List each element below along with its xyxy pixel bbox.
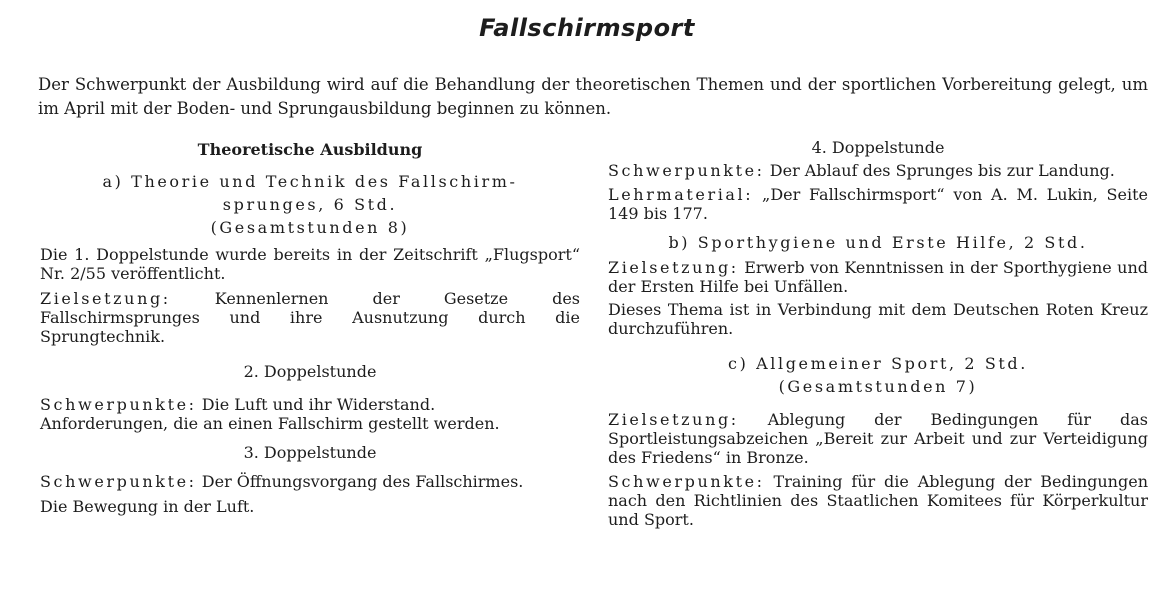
zielsetzung-label: Zielsetzung:	[40, 289, 171, 308]
zielsetzung-label: Zielsetzung:	[608, 258, 739, 277]
paragraph-drk: Dieses Thema ist in Verbindung mit dem Deutschen Roten Kreuz durchzuführen.	[608, 300, 1148, 338]
paragraph-session-2	[40, 395, 580, 433]
topic-a-line2: sprunges, 6 Std.	[222, 195, 398, 214]
paragraph-lehrmaterial	[608, 185, 1148, 223]
schwerpunkte-label: Schwerpunkte:	[40, 472, 197, 491]
schwerpunkte-text: Die Luft und ihr Widerstand.	[196, 395, 436, 414]
topic-b-heading: b) Sporthygiene und Erste Hilfe, 2 Std.	[668, 233, 1088, 252]
heading-session-4: 4. Doppelstunde	[811, 138, 945, 157]
paragraph-first-session: Die 1. Doppelstunde wurde bereits in der Zeitschrift „Flugsport“ Nr. 2/55 veröffentlicht.	[40, 245, 580, 283]
schwerpunkte-text: Training für die Ablegung der Bedingungen nach den Richtlinien des Staatlichen Komitees für Körperkultur und Sport.	[608, 472, 1148, 529]
topic-a-line1: a) Theorie und Technik des Fallschirm-	[102, 172, 518, 191]
paragraph-zielsetzung-c	[608, 410, 1148, 467]
paragraph-session-4	[608, 161, 1148, 180]
schwerpunkte-label: Schwerpunkte:	[608, 161, 765, 180]
schwerpunkte-text: Der Öffnungsvorgang des Fallschirmes.	[196, 472, 524, 491]
heading-session-2: 2. Doppelstunde	[243, 362, 377, 381]
schwerpunkte-text: Der Ablauf des Sprunges bis zur Landung.	[764, 161, 1115, 180]
zielsetzung-text: Kennenlernen der Gesetze des Fallschirmsprunges und ihre Ausnutzung durch die Sprungtechnik.	[40, 289, 580, 346]
zielsetzung-label: Zielsetzung:	[608, 410, 739, 429]
left-column	[40, 140, 580, 516]
zielsetzung-text: Ablegung der Bedingungen für das Sportleistungsabzeichen „Bereit zur Arbeit und zur Verteidigung des Friedens“ in Bronze.	[608, 410, 1148, 467]
page-title: Fallschirmsport	[479, 14, 695, 42]
schwerpunkte-label: Schwerpunkte:	[40, 395, 197, 414]
section-heading-theory: Theoretische Ausbildung	[197, 140, 423, 159]
heading-session-3: 3. Doppelstunde	[243, 443, 377, 462]
topic-c-total-hours: (Gesamtstunden 7)	[778, 377, 978, 396]
schwerpunkte-label: Schwerpunkte:	[608, 472, 765, 491]
paragraph-zielsetzung-a	[40, 289, 580, 346]
lehrmaterial-label: Lehrmaterial:	[608, 185, 754, 204]
paragraph-session-3-b: Die Bewegung in der Luft.	[40, 497, 255, 516]
paragraph-session-3	[40, 472, 580, 491]
zielsetzung-text: Erwerb von Kenntnissen in der Sporthygiene und der Ersten Hilfe bei Unfällen.	[608, 258, 1148, 296]
right-column	[608, 138, 1148, 529]
lehrmaterial-text: „Der Fallschirmsport“ von A. M. Lukin, Seite 149 bis 177.	[608, 185, 1148, 223]
paragraph-zielsetzung-b	[608, 258, 1148, 296]
paragraph-schwerpunkte-c	[608, 472, 1148, 529]
intro-paragraph: Der Schwerpunkt der Ausbildung wird auf die Behandlung der theoretischen Themen und der sportlichen Vorbereitung gelegt, um im April mit der Boden- und Sprungausbildung beginnen zu können.	[38, 75, 1148, 118]
topic-c-line1: c) Allgemeiner Sport, 2 Std.	[728, 354, 1028, 373]
schwerpunkte-text-2: Anforderungen, die an einen Fallschirm gestellt werden.	[40, 414, 500, 433]
topic-a-total-hours: (Gesamtstunden 8)	[210, 218, 410, 237]
